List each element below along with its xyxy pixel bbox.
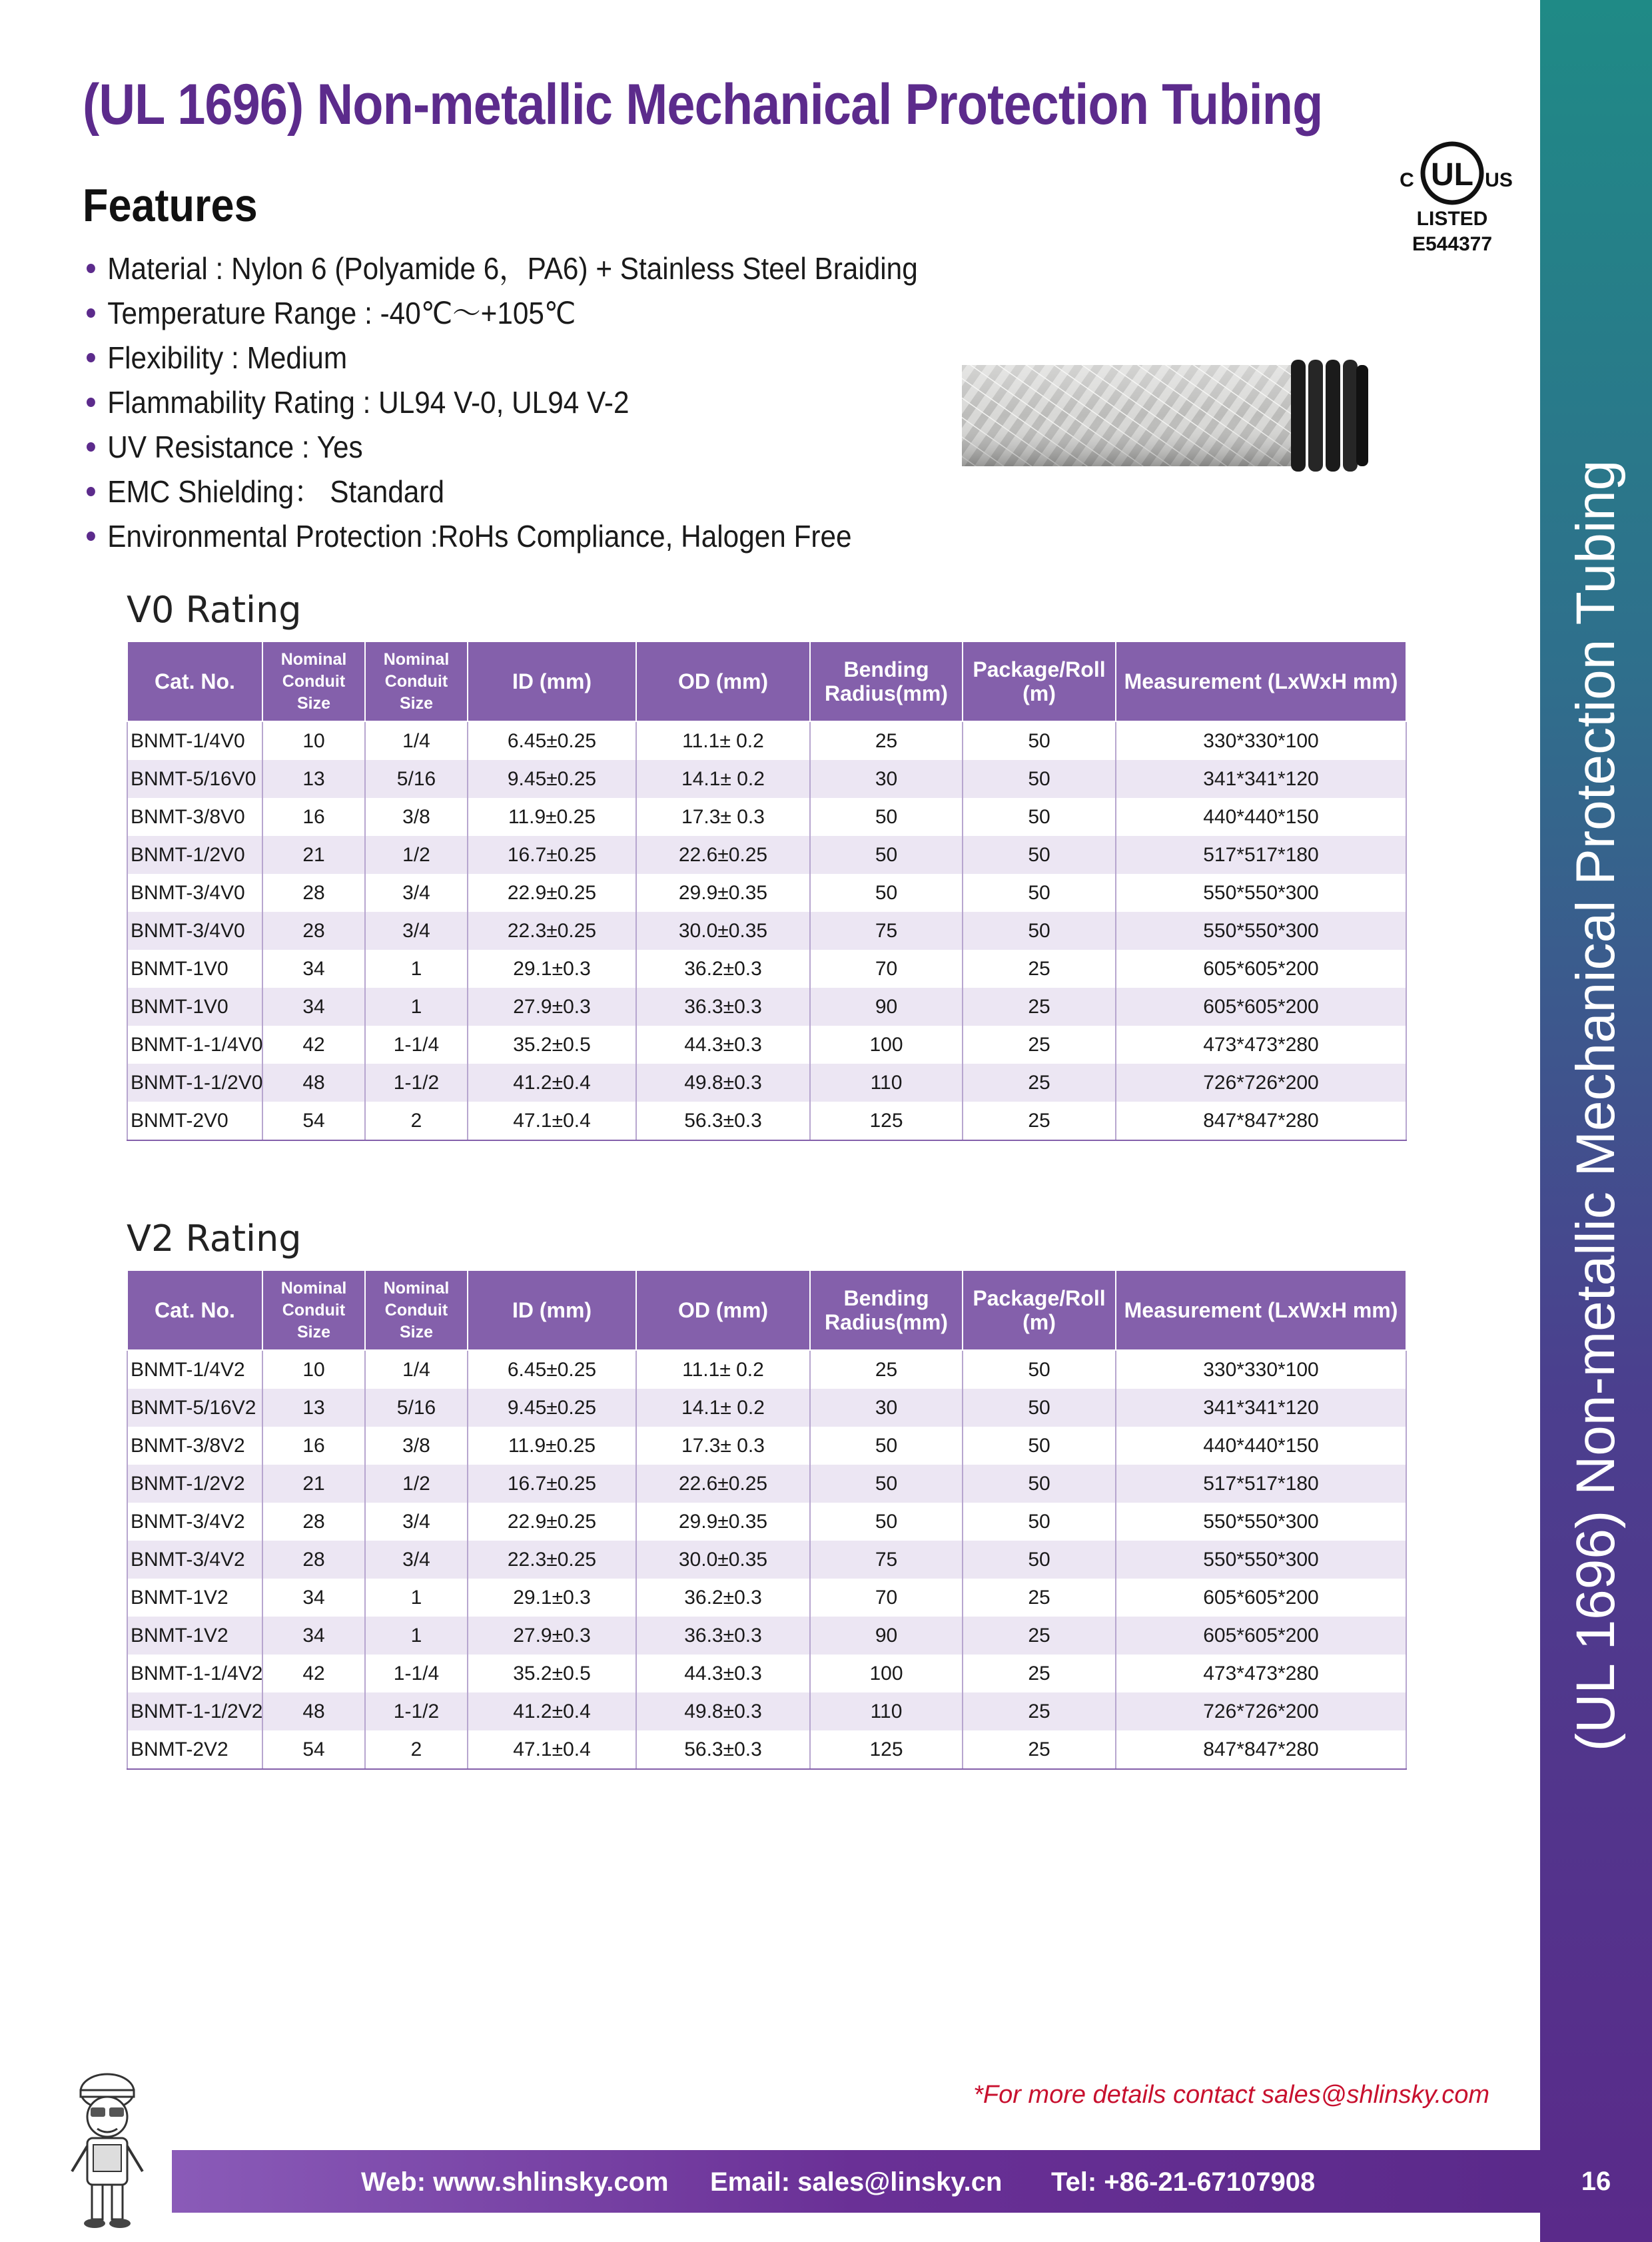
od-value-cell: 56.3±0.3: [636, 1730, 810, 1769]
cat-no-cell: BNMT-2V2: [127, 1730, 262, 1769]
nominal-size-mm-cell: 42: [262, 1026, 365, 1064]
footer-web[interactable]: Web: www.shlinsky.com: [361, 2167, 669, 2197]
nominal-size-inch-cell: 2: [365, 1102, 468, 1140]
nominal-size-inch-cell: 1: [365, 1579, 468, 1617]
bending-radius-value-cell: 100: [810, 1655, 963, 1692]
bullet-icon: [87, 532, 95, 541]
col-nominal-conduit-size-inch: Nominal Conduit Size: [365, 641, 468, 721]
nominal-size-inch-cell: 1-1/2: [365, 1692, 468, 1730]
nominal-size-inch-cell: 1: [365, 988, 468, 1026]
ul-file-number: E544377: [1412, 233, 1493, 255]
cat-no-cell: BNMT-1-1/2V2: [127, 1692, 262, 1730]
cat-no-cell: BNMT-3/4V0: [127, 912, 262, 950]
nominal-size-mm-cell: 28: [262, 1503, 365, 1541]
od-value-cell: 30.0±0.35: [636, 1541, 810, 1579]
col-nominal-conduit-size-inch: Nominal Conduit Size: [365, 1270, 468, 1350]
bullet-icon: [87, 264, 95, 273]
bending-radius-value-cell: 50: [810, 1465, 963, 1503]
cat-no-cell: BNMT-3/8V0: [127, 798, 262, 836]
nominal-size-inch-cell: 1/2: [365, 836, 468, 874]
table-row: [127, 988, 1406, 1026]
v0-spec-table: [127, 641, 1407, 1141]
cat-no-cell: BNMT-1V0: [127, 988, 262, 1026]
bending-radius-value-cell: 50: [810, 874, 963, 912]
feature-item: Temperature Range : -40℃～+105℃: [87, 291, 918, 336]
bullet-icon: [87, 487, 95, 496]
measurement-value-cell: 517*517*180: [1116, 1465, 1406, 1503]
id-value-cell: 22.3±0.25: [468, 1541, 636, 1579]
feature-item: Material : Nylon 6 (Polyamide 6，PA6) + Stainless Steel Braiding: [87, 246, 918, 291]
id-value-cell: 6.45±0.25: [468, 721, 636, 760]
id-value-cell: 47.1±0.4: [468, 1102, 636, 1140]
id-value-cell: 16.7±0.25: [468, 1465, 636, 1503]
bending-radius-value-cell: 75: [810, 1541, 963, 1579]
od-value-cell: 36.3±0.3: [636, 1617, 810, 1655]
nominal-size-inch-cell: 3/4: [365, 1541, 468, 1579]
bending-radius-value-cell: 110: [810, 1692, 963, 1730]
od-value-cell: 49.8±0.3: [636, 1064, 810, 1102]
bullet-icon: [87, 353, 95, 362]
bending-radius-value-cell: 90: [810, 1617, 963, 1655]
nominal-size-mm-cell: 16: [262, 1427, 365, 1465]
col-id: ID (mm): [468, 641, 636, 721]
col-nominal-conduit-size-mm: Nominal Conduit Size: [262, 641, 365, 721]
package-roll-value-cell: 25: [963, 1617, 1116, 1655]
measurement-value-cell: 440*440*150: [1116, 1427, 1406, 1465]
table-row: [127, 1503, 1406, 1541]
id-value-cell: 27.9±0.3: [468, 988, 636, 1026]
measurement-value-cell: 726*726*200: [1116, 1692, 1406, 1730]
nominal-size-inch-cell: 5/16: [365, 1389, 468, 1427]
nominal-size-mm-cell: 34: [262, 950, 365, 988]
cat-no-cell: BNMT-1-1/2V0: [127, 1064, 262, 1102]
od-value-cell: 14.1± 0.2: [636, 1389, 810, 1427]
nominal-size-inch-cell: 3/4: [365, 912, 468, 950]
us-label: US: [1485, 169, 1512, 191]
c-label: C: [1400, 169, 1414, 191]
package-roll-value-cell: 50: [963, 1465, 1116, 1503]
v0-rating-label: V0 Rating: [127, 589, 302, 631]
bullet-icon: [87, 442, 95, 452]
nominal-size-inch-cell: 5/16: [365, 760, 468, 798]
bending-radius-value-cell: 50: [810, 1503, 963, 1541]
measurement-value-cell: 341*341*120: [1116, 1389, 1406, 1427]
nominal-size-inch-cell: 1: [365, 1617, 468, 1655]
nominal-size-inch-cell: 1-1/4: [365, 1655, 468, 1692]
bending-radius-value-cell: 110: [810, 1064, 963, 1102]
cat-no-cell: BNMT-1/4V0: [127, 721, 262, 760]
table-row: [127, 874, 1406, 912]
package-roll-value-cell: 50: [963, 760, 1116, 798]
feature-item: EMC Shielding： Standard: [87, 470, 918, 514]
id-value-cell: 22.3±0.25: [468, 912, 636, 950]
od-value-cell: 36.2±0.3: [636, 950, 810, 988]
table-row: [127, 1064, 1406, 1102]
package-roll-value-cell: 50: [963, 1541, 1116, 1579]
bending-radius-value-cell: 90: [810, 988, 963, 1026]
cat-no-cell: BNMT-1/2V0: [127, 836, 262, 874]
v2-rating-label: V2 Rating: [127, 1218, 302, 1260]
table-row: [127, 760, 1406, 798]
od-value-cell: 44.3±0.3: [636, 1026, 810, 1064]
id-value-cell: 47.1±0.4: [468, 1730, 636, 1769]
col-bending-radius: Bending Radius(mm): [810, 641, 963, 721]
ul-label: UL: [1431, 157, 1473, 192]
table-header-row: [127, 1270, 1406, 1350]
id-value-cell: 22.9±0.25: [468, 874, 636, 912]
listed-label: LISTED: [1416, 208, 1488, 230]
package-roll-value-cell: 25: [963, 1026, 1116, 1064]
side-title: (UL 1696) Non-metallic Mechanical Protection Tubing: [1565, 460, 1626, 1752]
measurement-value-cell: 330*330*100: [1116, 721, 1406, 760]
nominal-size-mm-cell: 13: [262, 1389, 365, 1427]
measurement-value-cell: 605*605*200: [1116, 988, 1406, 1026]
measurement-value-cell: 341*341*120: [1116, 760, 1406, 798]
cat-no-cell: BNMT-1-1/4V0: [127, 1026, 262, 1064]
bending-radius-value-cell: 25: [810, 1350, 963, 1389]
measurement-value-cell: 605*605*200: [1116, 1617, 1406, 1655]
table-row: [127, 1655, 1406, 1692]
page-number: 16: [1581, 2167, 1611, 2196]
od-value-cell: 14.1± 0.2: [636, 760, 810, 798]
od-value-cell: 17.3± 0.3: [636, 1427, 810, 1465]
cat-no-cell: BNMT-1V0: [127, 950, 262, 988]
table-row: [127, 1730, 1406, 1769]
package-roll-value-cell: 25: [963, 988, 1116, 1026]
id-value-cell: 29.1±0.3: [468, 1579, 636, 1617]
col-cat-no: Cat. No.: [127, 641, 262, 721]
cat-no-cell: BNMT-1/2V2: [127, 1465, 262, 1503]
col-od: OD (mm): [636, 1270, 810, 1350]
bending-radius-value-cell: 25: [810, 721, 963, 760]
nominal-size-mm-cell: 28: [262, 874, 365, 912]
od-value-cell: 36.3±0.3: [636, 988, 810, 1026]
table-row: [127, 1617, 1406, 1655]
package-roll-value-cell: 25: [963, 1655, 1116, 1692]
bending-radius-value-cell: 70: [810, 1579, 963, 1617]
od-value-cell: 22.6±0.25: [636, 1465, 810, 1503]
v0-table-body: [127, 721, 1406, 1140]
package-roll-value-cell: 50: [963, 836, 1116, 874]
package-roll-value-cell: 25: [963, 950, 1116, 988]
bending-radius-value-cell: 125: [810, 1102, 963, 1140]
od-value-cell: 49.8±0.3: [636, 1692, 810, 1730]
od-value-cell: 17.3± 0.3: [636, 798, 810, 836]
bending-radius-value-cell: 30: [810, 1389, 963, 1427]
measurement-value-cell: 473*473*280: [1116, 1026, 1406, 1064]
footer-tel: Tel: +86-21-67107908: [1051, 2167, 1316, 2197]
nominal-size-mm-cell: 54: [262, 1102, 365, 1140]
bending-radius-value-cell: 70: [810, 950, 963, 988]
measurement-value-cell: 550*550*300: [1116, 1541, 1406, 1579]
bending-radius-value-cell: 100: [810, 1026, 963, 1064]
measurement-value-cell: 550*550*300: [1116, 1503, 1406, 1541]
table-row: [127, 1541, 1406, 1579]
nominal-size-mm-cell: 10: [262, 721, 365, 760]
od-value-cell: 29.9±0.35: [636, 1503, 810, 1541]
nominal-size-mm-cell: 21: [262, 1465, 365, 1503]
id-value-cell: 11.9±0.25: [468, 798, 636, 836]
features-heading: Features: [83, 179, 258, 231]
package-roll-value-cell: 25: [963, 1579, 1116, 1617]
cat-no-cell: BNMT-1V2: [127, 1579, 262, 1617]
nominal-size-mm-cell: 10: [262, 1350, 365, 1389]
measurement-value-cell: 550*550*300: [1116, 874, 1406, 912]
cat-no-cell: BNMT-3/4V0: [127, 874, 262, 912]
id-value-cell: 35.2±0.5: [468, 1655, 636, 1692]
nominal-size-inch-cell: 1/4: [365, 1350, 468, 1389]
feature-item: Environmental Protection :RoHs Compliance, Halogen Free: [87, 514, 918, 559]
feature-item: Flexibility : Medium: [87, 336, 918, 380]
package-roll-value-cell: 50: [963, 912, 1116, 950]
nominal-size-inch-cell: 3/8: [365, 1427, 468, 1465]
nominal-size-inch-cell: 1/4: [365, 721, 468, 760]
measurement-value-cell: 473*473*280: [1116, 1655, 1406, 1692]
od-value-cell: 11.1± 0.2: [636, 1350, 810, 1389]
table-row: [127, 836, 1406, 874]
package-roll-value-cell: 50: [963, 721, 1116, 760]
table-header-row: [127, 641, 1406, 721]
table-row: [127, 1389, 1406, 1427]
od-value-cell: 44.3±0.3: [636, 1655, 810, 1692]
col-od: OD (mm): [636, 641, 810, 721]
bullet-icon: [87, 308, 95, 318]
id-value-cell: 27.9±0.3: [468, 1617, 636, 1655]
package-roll-value-cell: 25: [963, 1692, 1116, 1730]
package-roll-value-cell: 50: [963, 1427, 1116, 1465]
table-row: [127, 1026, 1406, 1064]
table-row: [127, 1427, 1406, 1465]
features-list: [87, 246, 990, 559]
od-value-cell: 36.2±0.3: [636, 1579, 810, 1617]
nominal-size-inch-cell: 1-1/2: [365, 1064, 468, 1102]
od-value-cell: 30.0±0.35: [636, 912, 810, 950]
cat-no-cell: BNMT-3/8V2: [127, 1427, 262, 1465]
bending-radius-value-cell: 30: [810, 760, 963, 798]
id-value-cell: 29.1±0.3: [468, 950, 636, 988]
bending-radius-value-cell: 50: [810, 798, 963, 836]
id-value-cell: 41.2±0.4: [468, 1064, 636, 1102]
nominal-size-mm-cell: 42: [262, 1655, 365, 1692]
nominal-size-inch-cell: 1-1/4: [365, 1026, 468, 1064]
od-value-cell: 22.6±0.25: [636, 836, 810, 874]
package-roll-value-cell: 25: [963, 1730, 1116, 1769]
cat-no-cell: BNMT-1-1/4V2: [127, 1655, 262, 1692]
package-roll-value-cell: 50: [963, 1350, 1116, 1389]
id-value-cell: 41.2±0.4: [468, 1692, 636, 1730]
table-row: [127, 1102, 1406, 1140]
measurement-value-cell: 726*726*200: [1116, 1064, 1406, 1102]
braided-tubing-image: [962, 358, 1368, 473]
nominal-size-inch-cell: 1/2: [365, 1465, 468, 1503]
cat-no-cell: BNMT-5/16V2: [127, 1389, 262, 1427]
nominal-size-mm-cell: 34: [262, 1617, 365, 1655]
col-measurement: Measurement (LxWxH mm): [1116, 1270, 1406, 1350]
v2-table-body: [127, 1350, 1406, 1769]
measurement-value-cell: 847*847*280: [1116, 1730, 1406, 1769]
nominal-size-inch-cell: 1: [365, 950, 468, 988]
contact-note: *For more details contact sales@shlinsky.com: [973, 2081, 1489, 2109]
table-row: [127, 1579, 1406, 1617]
col-bending-radius: Bending Radius(mm): [810, 1270, 963, 1350]
footer-bar: [172, 2150, 1540, 2213]
page-title: (UL 1696) Non-metallic Mechanical Protection Tubing: [83, 73, 1323, 137]
cat-no-cell: BNMT-1V2: [127, 1617, 262, 1655]
package-roll-value-cell: 50: [963, 874, 1116, 912]
table-row: [127, 912, 1406, 950]
id-value-cell: 22.9±0.25: [468, 1503, 636, 1541]
package-roll-value-cell: 50: [963, 1389, 1116, 1427]
measurement-value-cell: 550*550*300: [1116, 912, 1406, 950]
feature-item: UV Resistance : Yes: [87, 425, 918, 470]
table-row: [127, 798, 1406, 836]
id-value-cell: 6.45±0.25: [468, 1350, 636, 1389]
col-id: ID (mm): [468, 1270, 636, 1350]
measurement-value-cell: 440*440*150: [1116, 798, 1406, 836]
bending-radius-value-cell: 50: [810, 1427, 963, 1465]
nominal-size-mm-cell: 28: [262, 1541, 365, 1579]
col-cat-no: Cat. No.: [127, 1270, 262, 1350]
bending-radius-value-cell: 50: [810, 836, 963, 874]
feature-item: Flammability Rating : UL94 V-0, UL94 V-2: [87, 380, 918, 425]
id-value-cell: 11.9±0.25: [468, 1427, 636, 1465]
package-roll-value-cell: 50: [963, 798, 1116, 836]
nominal-size-mm-cell: 48: [262, 1692, 365, 1730]
measurement-value-cell: 605*605*200: [1116, 1579, 1406, 1617]
nominal-size-inch-cell: 3/4: [365, 1503, 468, 1541]
footer-email[interactable]: Email: sales@linsky.cn: [710, 2167, 1003, 2197]
cat-no-cell: BNMT-3/4V2: [127, 1541, 262, 1579]
col-package-roll: Package/Roll (m): [963, 641, 1116, 721]
package-roll-value-cell: 25: [963, 1102, 1116, 1140]
id-value-cell: 16.7±0.25: [468, 836, 636, 874]
nominal-size-mm-cell: 16: [262, 798, 365, 836]
nominal-size-inch-cell: 3/4: [365, 874, 468, 912]
col-nominal-conduit-size-mm: Nominal Conduit Size: [262, 1270, 365, 1350]
id-value-cell: 9.45±0.25: [468, 760, 636, 798]
nominal-size-mm-cell: 13: [262, 760, 365, 798]
package-roll-value-cell: 25: [963, 1064, 1116, 1102]
nominal-size-mm-cell: 34: [262, 988, 365, 1026]
measurement-value-cell: 517*517*180: [1116, 836, 1406, 874]
bullet-icon: [87, 398, 95, 407]
nominal-size-mm-cell: 54: [262, 1730, 365, 1769]
cat-no-cell: BNMT-1/4V2: [127, 1350, 262, 1389]
measurement-value-cell: 847*847*280: [1116, 1102, 1406, 1140]
table-row: [127, 1465, 1406, 1503]
nominal-size-mm-cell: 28: [262, 912, 365, 950]
od-value-cell: 29.9±0.35: [636, 874, 810, 912]
col-measurement: Measurement (LxWxH mm): [1116, 641, 1406, 721]
nominal-size-mm-cell: 48: [262, 1064, 365, 1102]
cat-no-cell: BNMT-3/4V2: [127, 1503, 262, 1541]
bending-radius-value-cell: 125: [810, 1730, 963, 1769]
measurement-value-cell: 330*330*100: [1116, 1350, 1406, 1389]
bending-radius-value-cell: 75: [810, 912, 963, 950]
od-value-cell: 11.1± 0.2: [636, 721, 810, 760]
table-row: [127, 721, 1406, 760]
ul-mark-icon: [1392, 139, 1512, 232]
package-roll-value-cell: 50: [963, 1503, 1116, 1541]
cat-no-cell: BNMT-2V0: [127, 1102, 262, 1140]
mascot-icon: [64, 2065, 151, 2231]
v2-spec-table: [127, 1270, 1407, 1770]
id-value-cell: 9.45±0.25: [468, 1389, 636, 1427]
ul-listed-logo: [1392, 139, 1512, 258]
side-title-box: [1540, 0, 1652, 2242]
table-row: [127, 1350, 1406, 1389]
table-row: [127, 950, 1406, 988]
measurement-value-cell: 605*605*200: [1116, 950, 1406, 988]
nominal-size-inch-cell: 2: [365, 1730, 468, 1769]
table-row: [127, 1692, 1406, 1730]
nominal-size-mm-cell: 34: [262, 1579, 365, 1617]
nominal-size-mm-cell: 21: [262, 836, 365, 874]
id-value-cell: 35.2±0.5: [468, 1026, 636, 1064]
col-package-roll: Package/Roll (m): [963, 1270, 1116, 1350]
od-value-cell: 56.3±0.3: [636, 1102, 810, 1140]
nominal-size-inch-cell: 3/8: [365, 798, 468, 836]
cat-no-cell: BNMT-5/16V0: [127, 760, 262, 798]
